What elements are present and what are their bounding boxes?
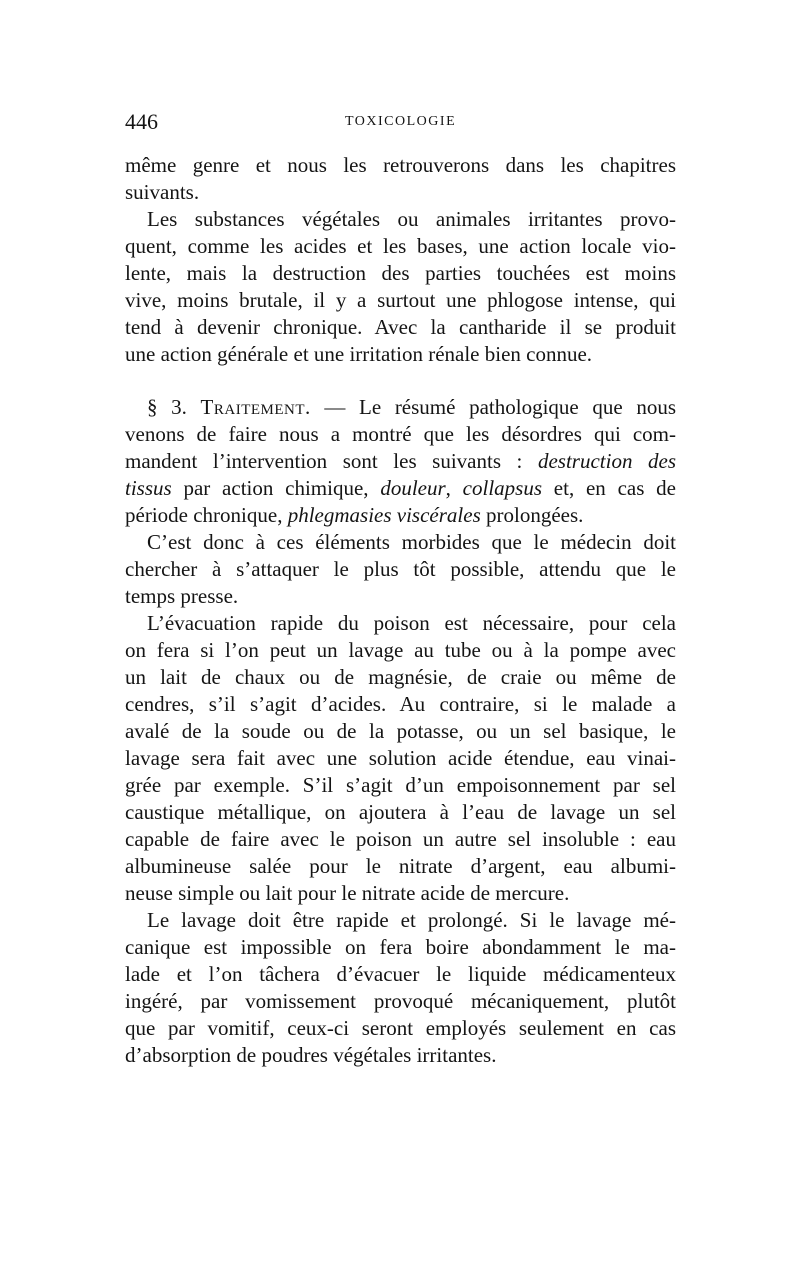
- text-line: temps presse.: [125, 584, 239, 608]
- running-title: TOXICOLOGIE: [345, 114, 457, 129]
- text-line: ingéré, par vomissement provoqué mécaniquement, plutôt: [125, 989, 676, 1013]
- text-line: même genre et nous les retrouverons dans les chapitres: [125, 153, 676, 177]
- text-span: par action chimique,: [171, 476, 381, 500]
- section-gap: [125, 368, 676, 394]
- text-line: venons de faire nous a montré que les désordres qui com-: [125, 422, 676, 446]
- text-line: vive, moins brutale, il y a surtout une phlogose intense, qui: [125, 288, 676, 312]
- text-line: C’est donc à ces éléments morbides que le médecin doit: [147, 530, 676, 554]
- paragraph: [125, 907, 676, 1069]
- text-line: d’absorption de poudres végétales irritantes.: [125, 1043, 497, 1067]
- section-number: § 3.: [147, 395, 201, 419]
- italic-term: douleur: [380, 476, 446, 500]
- italic-term: tissus: [125, 476, 172, 500]
- text-line: [125, 475, 676, 502]
- section-paragraph: [125, 394, 676, 529]
- text-line: Le lavage doit être rapide et prolongé. Si le lavage mé-: [147, 908, 676, 932]
- text-span: — Le résumé pathologique que nous: [310, 395, 677, 419]
- text-line: [125, 394, 676, 421]
- text-line: chercher à s’attaquer le plus tôt possible, attendu que le: [125, 557, 676, 581]
- text-line: grée par exemple. S’il s’agit d’un empoisonnement par sel: [125, 773, 676, 797]
- text-span: prolongées.: [480, 503, 584, 527]
- text-line: suivants.: [125, 180, 200, 204]
- text-line: neuse simple ou lait pour le nitrate acide de mercure.: [125, 881, 570, 905]
- text-line: cendres, s’il s’agit d’acides. Au contraire, si le malade a: [125, 692, 676, 716]
- text-span: et, en cas de: [542, 476, 676, 500]
- text-line: L’évacuation rapide du poison est nécessaire, pour cela: [147, 611, 676, 635]
- text-line: [125, 448, 676, 475]
- text-line: lavage sera fait avec une solution acide étendue, eau vinai-: [125, 746, 676, 770]
- text-line: un lait de chaux ou de magnésie, de craie ou même de: [125, 665, 676, 689]
- text-line: tend à devenir chronique. Avec la cantharide il se produit: [125, 315, 676, 339]
- text-line: on fera si l’on peut un lavage au tube ou à la pompe avec: [125, 638, 676, 662]
- text-span: ,: [445, 476, 463, 500]
- paragraph: [125, 206, 676, 368]
- text-line: lade et l’on tâchera d’évacuer le liquide médicamenteux: [125, 962, 676, 986]
- text-line: avalé de la soude ou de la potasse, ou un sel basique, le: [125, 719, 676, 743]
- paragraph: [125, 610, 676, 907]
- text-line: une action générale et une irritation rénale bien connue.: [125, 342, 593, 366]
- italic-term: destruction des: [537, 449, 676, 473]
- paragraph: [125, 529, 676, 610]
- section-heading: Traitement.: [200, 395, 311, 419]
- text-line: Les substances végétales ou animales irritantes provo-: [147, 207, 676, 231]
- text-line: albumineuse salée pour le nitrate d’argent, eau albumi-: [125, 854, 676, 878]
- text-line: [125, 502, 676, 529]
- page-number: 446: [125, 109, 158, 134]
- text-span: mandent l’intervention sont les suivants :: [125, 449, 538, 473]
- italic-term: collapsus: [462, 476, 543, 500]
- text-line: lente, mais la destruction des parties touchées est moins: [125, 261, 676, 285]
- text-line: que par vomitif, ceux-ci seront employés seulement en cas: [125, 1016, 676, 1040]
- running-head: [125, 102, 676, 142]
- italic-term: phlegmasies viscérales: [287, 503, 481, 527]
- text-line: quent, comme les acides et les bases, une action locale vio-: [125, 234, 676, 258]
- paragraph: [125, 152, 676, 206]
- text-line: capable de faire avec le poison un autre sel insoluble : eau: [125, 827, 676, 851]
- text-line: caustique métallique, on ajoutera à l’eau de lavage un sel: [125, 800, 676, 824]
- text-span: période chronique,: [125, 503, 288, 527]
- text-line: canique est impossible on fera boire abondamment le ma-: [125, 935, 676, 959]
- body-text: [125, 152, 676, 1069]
